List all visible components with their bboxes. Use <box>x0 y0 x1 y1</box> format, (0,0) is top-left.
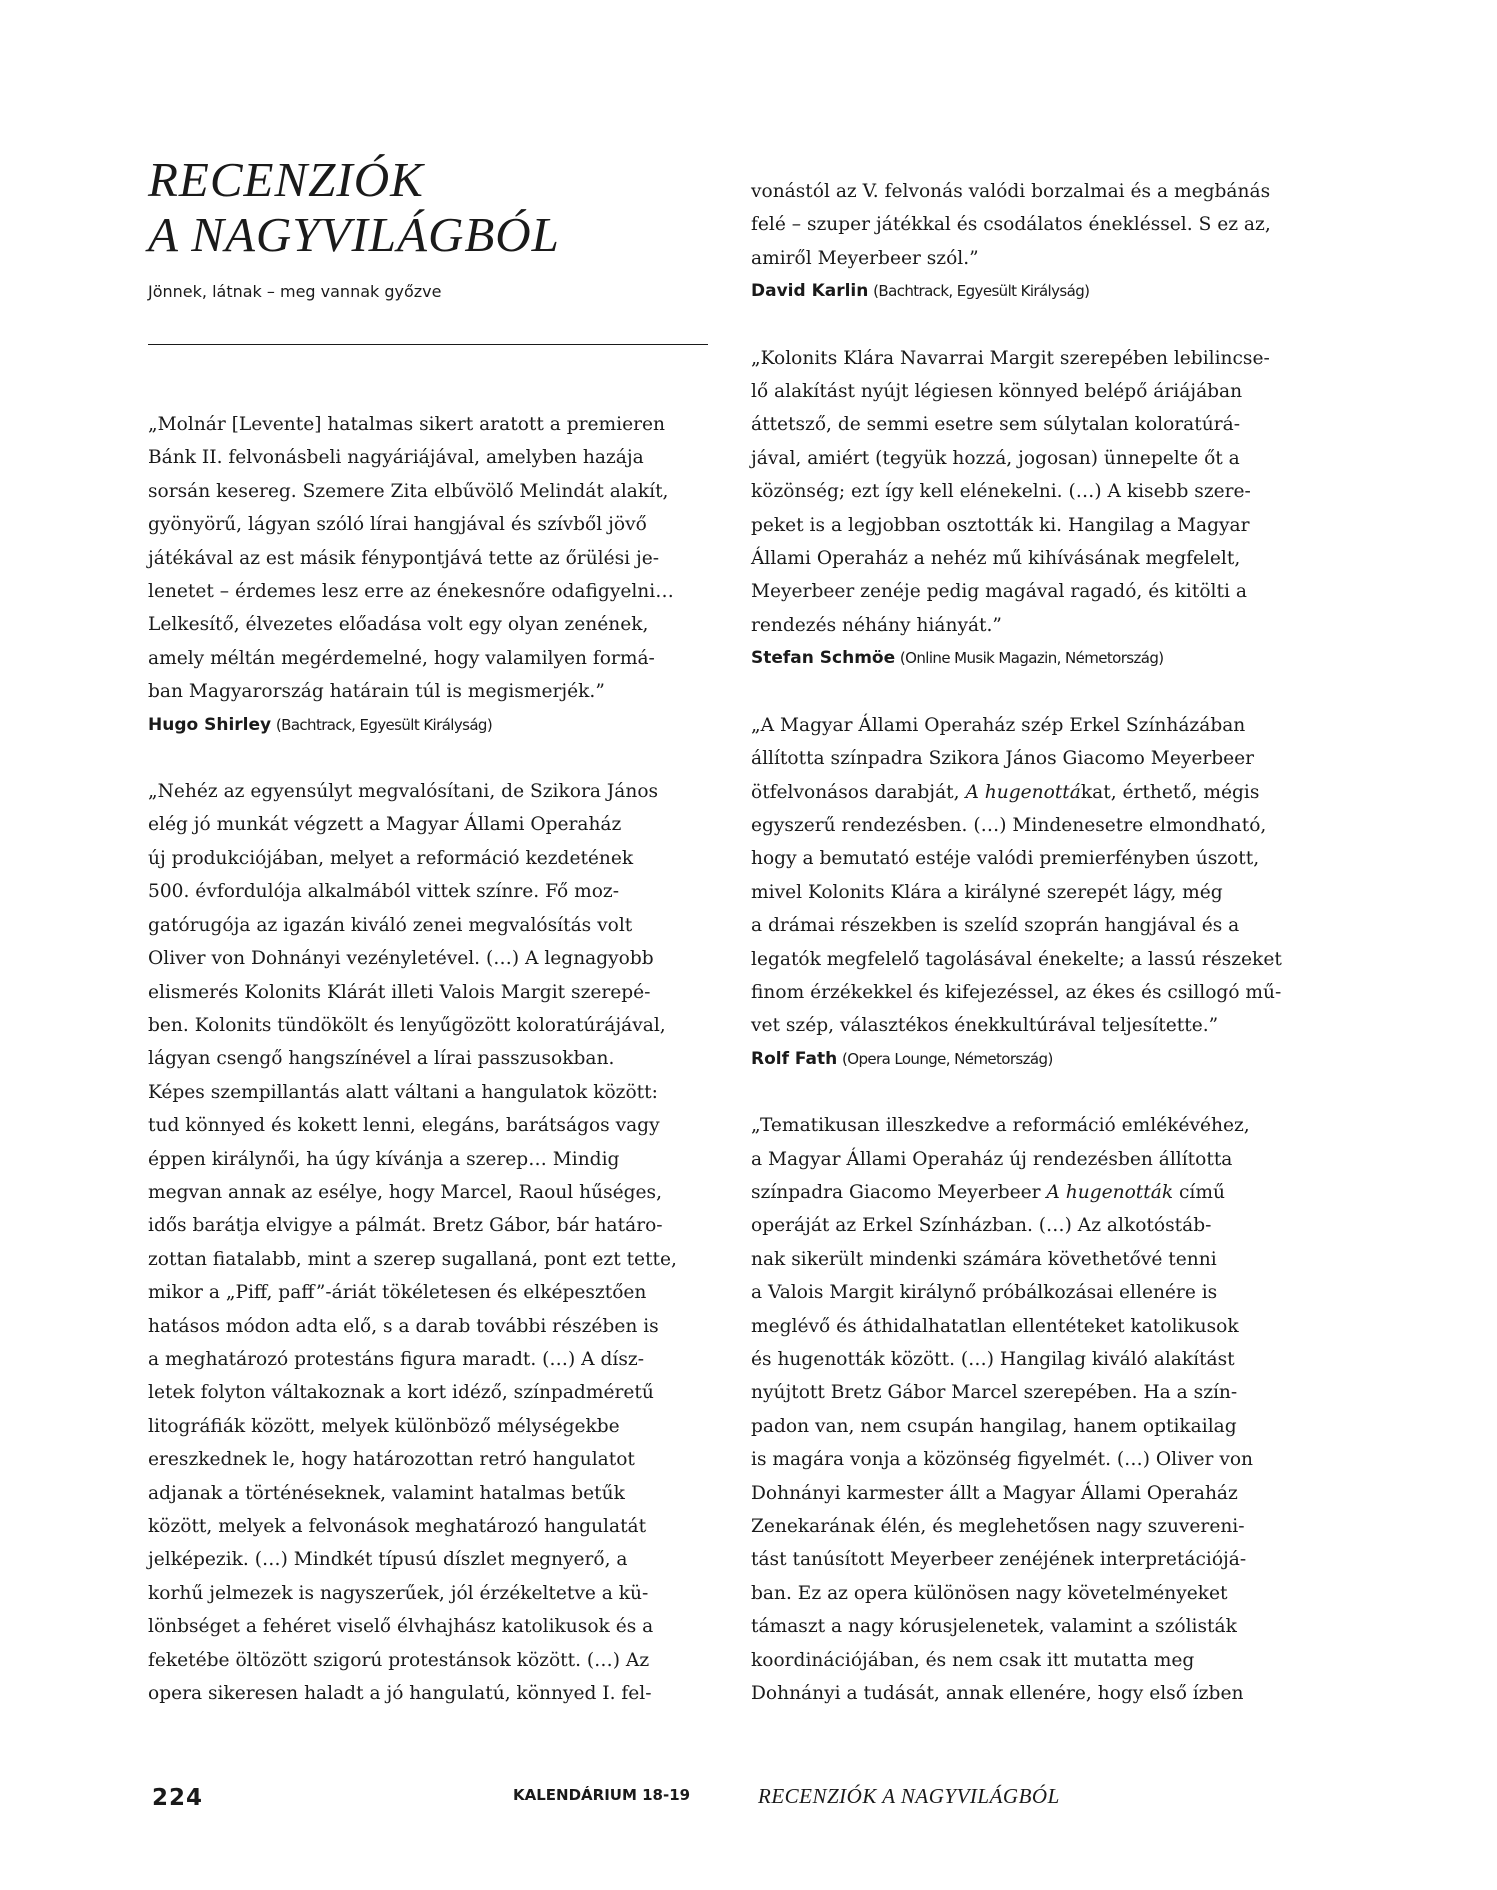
magazine-name: KALENDÁRIUM 18-19 <box>513 1786 691 1804</box>
review-attribution <box>751 642 1329 675</box>
review-text-part: „Tematikusan illeszkedve a reformáció emlékévéhez, a Magyar Állami Operaház új rendezésben állította színpadra Giacomo Meyerbeer <box>751 1115 1250 1203</box>
review-source: (Bachtrack, Egyesült Királyság) <box>275 715 493 734</box>
right-column <box>751 175 1329 1710</box>
review-source: (Online Musik Magazin, Németország) <box>899 649 1164 668</box>
page-title <box>148 152 708 262</box>
review-author: Hugo Shirley <box>148 714 272 735</box>
review-text-part: című operáját az Erkel Színházban. (…) Az alkotóstáb- nak sikerült mindenki számára követhetővé tenni a Valois Margit királynő próbálkozásai ellenére is meglévő és áthidalhatatlan ellentéteket katolikusok és hugenották között. (…) Hangilag kiváló alakítást nyújtott Bretz Gábor Marcel szerepében. Ha a szín- padon van, nem csupán hangilag, hanem optikailag is magára vonja a közönség figyelmét. (…) Oliver von Dohnányi karmester állt a Magyar Állami Operaház Zenekarának élén, és meglehetősen nagy szuvereni- tást tanúsított Meyerbeer zenéjének interpretációjá- ban. Ez az opera különösen nagy követelményeket támaszt a nagy kórusjelenetek, valamint a szólisták koordinációjában, és nem csak itt mutatta meg Dohnányi a tudását, annak ellenére, hogy első ízben <box>751 1181 1254 1705</box>
left-column <box>148 408 726 1710</box>
review-attribution <box>751 275 1329 308</box>
review-source: (Bachtrack, Egyesült Királyság) <box>873 282 1090 301</box>
title-line-1: RECENZIÓK <box>148 152 424 207</box>
review-text-part: kat, érthető, mégis egyszerű rendezésben. (…) Mindenesetre elmondható, hogy a bemutató estéje valódi premierfényben úszott, mivel Kolonits Klára a királyné szerepét lágy, még a drámai részekben is szelíd szoprán hangjával és a legatók megfelelő tagolásával énekelte; a lassú részeket finom érzékekkel és kifejezéssel, az ékes és csillogó mű- vet szép, választékos énekkultúrával teljesítette.” <box>751 781 1282 1037</box>
review-source: (Opera Lounge, Németország) <box>842 1049 1053 1068</box>
review-author: Rolf Fath <box>751 1048 838 1069</box>
section-name: RECENZIÓK A NAGYVILÁGBÓL <box>758 1784 1060 1808</box>
review-text: „Molnár [Levente] hatalmas sikert aratott a premieren Bánk II. felvonásbeli nagyáriájával, amelyben hazája sorsán kesereg. Szemere Zita elbűvölő Melindát alakít, gyönyörű, lágyan szóló lírai hangjával és szívből jövő játékával az est másik fénypontjává tette az őrülési je- lenetet – érdemes lesz erre az énekesnőre odafigyelni… Lelkesítő, élvezetes előadása volt egy olyan zenének, amely méltán megérdemelné, hogy valamilyen formá- ban Magyarország határain túl is megismerjék.” <box>148 414 674 703</box>
review-attribution <box>148 709 726 742</box>
review-text <box>751 1109 1329 1710</box>
review-text: vonástól az V. felvonás valódi borzalmai és a megbánás felé – szuper játékkal és csodálatos énekléssel. S ez az, amiről Meyerbeer szól.” <box>751 181 1271 269</box>
review-text: „Kolonits Klára Navarrai Margit szerepében lebilincse- lő alakítást nyújt légiesen könnyed belépő áriájában áttetsző, de semmi esetre sem súlytalan koloratúrá- jával, amiért (tegyük hozzá, jogosan) ünnepelte őt a közönség; ezt így kell elénekelni. (…) A kisebb szere- peket is a legjobban osztották ki. Hangilag a Magyar Állami Operaház a nehéz mű kihívásának megfelelt, Meyerbeer zenéje pedig magával ragadó, és kitölti a rendezés néhány hiányát.” <box>751 347 1270 636</box>
opera-title: A hugenottá <box>965 781 1081 803</box>
review-text <box>751 709 1329 1043</box>
review-text: „Nehéz az egyensúlyt megvalósítani, de Szikora János elég jó munkát végzett a Magyar Állami Operaház új produkciójában, melyet a reformáció kezdetének 500. évfordulója alkalmából vittek színre. Fő moz- gatórugója az igazán kiváló zenei megvalósítás volt Oliver von Dohnányi vezényletével. (…) A legnagyobb elismerés Kolonits Klárát illeti Valois Margit szerepé- ben. Kolonits tündökölt és lenyűgözött koloratúrájával, lágyan csengő hangszínével a lírai passzusokban. Képes szempillantás alatt váltani a hangulatok között: tud könnyed és kokett lenni, elegáns, barátságos vagy éppen királynői, ha úgy kívánja a szerep… Mindig megvan annak az esélye, hogy Marcel, Raoul hűséges, idős barátja elvigye a pálmát. Bretz Gábor, bár határo- zottan fiatalabb, mint a szerep sugallaná, pont ezt tette, mikor a „Piff, paff”-áriát tökéletesen és elképesztően hatásos módon adta elő, s a darab további részében is a meghatározó protestáns figura maradt. (…) A dísz- letek folyton váltakoznak a kort idéző, színpadméretű litográfiák között, melyek különböző mélységekbe ereszkednek le, hogy határozottan retró hangulatot adjanak a történéseknek, valamint hatalmas betűk között, melyek a felvonások meghatározó hangulatát jelképezik. (…) Mindkét típusú díszlet megnyerő, a korhű jelmezek is nagyszerűek, jól érzékeltetve a kü- lönbséget a fehéret viselő élvhajhász katolikusok és a feketébe öltözött szigorú protestánsok között. (…) Az opera sikeresen haladt a jó hangulatú, könnyed I. fel- <box>148 781 677 1705</box>
title-divider <box>148 344 708 345</box>
opera-title: A hugenották <box>1046 1181 1174 1203</box>
page-number: 224 <box>152 1785 204 1811</box>
title-line-2: A NAGYVILÁGBÓL <box>148 207 560 262</box>
review-attribution <box>751 1043 1329 1076</box>
review-text-part: „A Magyar Állami Operaház szép Erkel Színházában állította színpadra Szikora János Giacomo Meyerbeer ötfelvonásos darabját, <box>751 714 1255 803</box>
review-author: David Karlin <box>751 281 869 302</box>
review-author: Stefan Schmöe <box>751 648 896 669</box>
subtitle: Jönnek, látnak – meg vannak győzve <box>148 282 442 301</box>
